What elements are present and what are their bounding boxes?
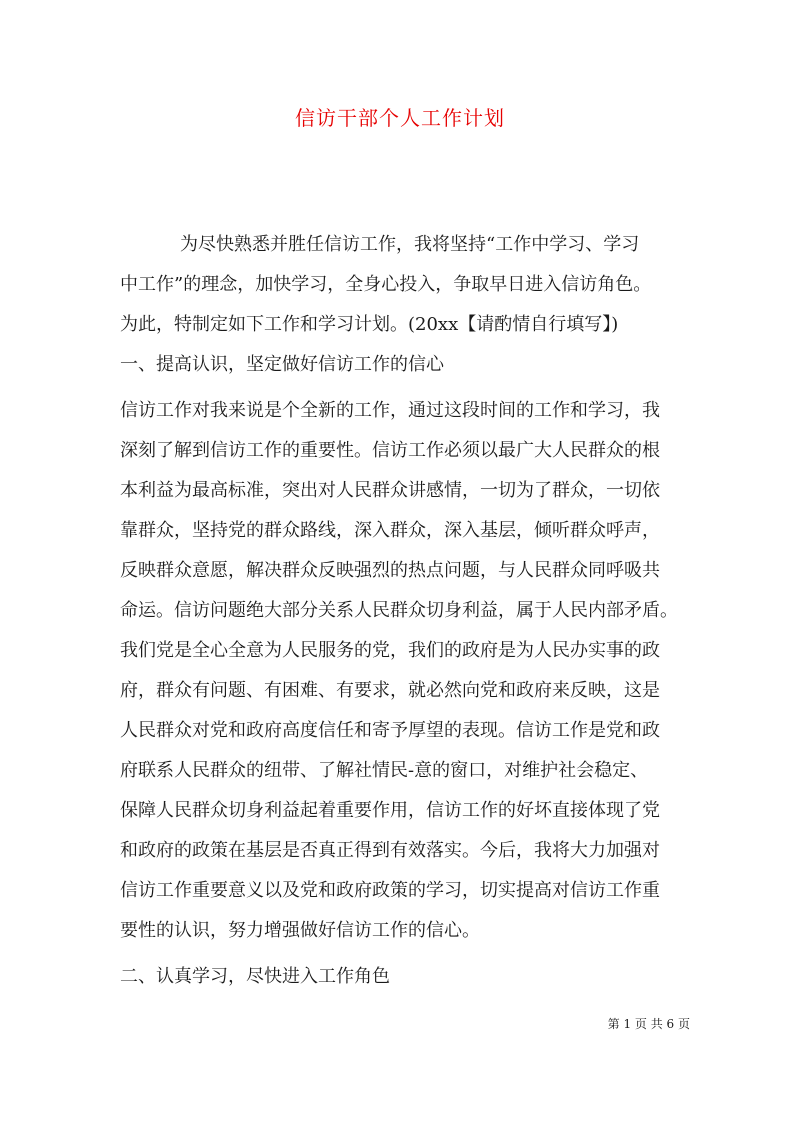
body-line: 命运。信访问题绝大部分关系人民群众切身利益，属于人民内部矛盾。 [120,600,678,621]
body-line: 为尽快熟悉并胜任信访工作，我将坚持“工作中学习、学习 [180,234,640,255]
body-line: 为此，特制定如下工作和学习计划。(20xx【请酌情自行填写】) [120,314,619,335]
body-line: 府联系人民群众的纽带、了解社情民-意的窗口，对维护社会稳定、 [120,760,649,781]
body-line: 本利益为最高标准，突出对人民群众讲感情，一切为了群众，一切依 [120,480,660,501]
body-line: 中工作”的理念，加快学习，全身心投入，争取早日进入信访角色。 [120,274,652,295]
body-line: 保障人民群众切身利益起着重要作用，信访工作的好坏直接体现了党 [120,800,660,821]
document-title: 信访干部个人工作计划 [295,106,505,130]
body-line: 我们党是全心全意为人民服务的党，我们的政府是为人民办实事的政 [120,640,660,661]
section-heading: 二、认真学习，尽快进入工作角色 [120,966,390,987]
body-line: 和政府的政策在基层是否真正得到有效落实。今后，我将大力加强对 [120,840,660,861]
body-line: 人民群众对党和政府高度信任和寄予厚望的表现。信访工作是党和政 [120,720,660,741]
body-line: 反映群众意愿，解决群众反映强烈的热点问题，与人民群众同呼吸共 [120,560,660,581]
body-line: 府，群众有问题、有困难、有要求，就必然向党和政府来反映，这是 [120,680,660,701]
section-heading: 一、提高认识，坚定做好信访工作的信心 [120,354,444,375]
page-number: 第 1 页 共 6 页 [607,1017,690,1031]
body-line: 信访工作对我来说是个全新的工作，通过这段时间的工作和学习，我 [120,400,660,421]
body-line: 深刻了解到信访工作的重要性。信访工作必须以最广大人民群众的根 [120,440,660,461]
body-line: 要性的认识，努力增强做好信访工作的信心。 [120,920,480,941]
body-line: 靠群众，坚持党的群众路线，深入群众，深入基层，倾听群众呼声， [120,520,660,541]
body-line: 信访工作重要意义以及党和政府政策的学习，切实提高对信访工作重 [120,880,660,901]
